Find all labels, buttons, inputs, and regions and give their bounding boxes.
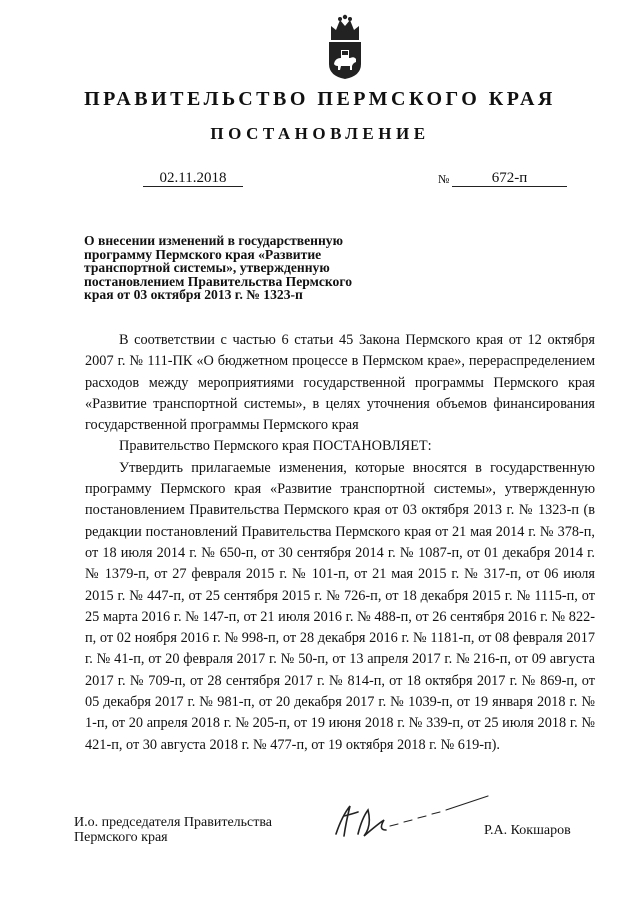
resolution-paragraph: Правительство Пермского края ПОСТАНОВЛЯЕТ: — [119, 438, 432, 455]
position-line: И.о. председателя Правительства — [74, 815, 273, 830]
government-title: ПРАВИТЕЛЬСТВО ПЕРМСКОГО КРАЯ — [84, 88, 556, 110]
decision-paragraph: Утвердить прилагаемые изменения, которые вносятся в государственную программу Пермского края «Развитие транспортной системы», утвержденную постановлением Правительства Пермского края от 03 октября 2013 г. № 1323-п (в редакции постановлений Правительства Пермского края от 21 мая 2014 г. № 378-п, от 18 июля 2014 г. № 650-п, от 30 сентября 2014 г. № 1087-п, от 01 декабря 2014 г. № 1379-п, от 27 февраля 2015 г. № 101-п, от 21 мая 2015 г. № 317-п, от 06 июля 2015 г. № 447-п, от 25 сентября 2015 г. № 726-п, от 18 декабря 2015 г. № 1115-п, от 25 марта 2016 г. № 147-п, от 21 июля 2016 г. № 488-п, от 26 сентября 2016 г. № 822-п, от 02 ноября 2016 г. № 998-п, от 28 декабря 2016 г. № 1181-п, от 08 февраля 2017 г. № 41-п, от 20 февраля 2017 г. № 50-п, от 13 апреля 2017 г. № 216-п, от 09 августа 2017 г. № 709-п, от 28 сентября 2017 г. № 814-п, от 18 октября 2017 г. № 869-п, от 05 декабря 2017 г. № 981-п, от 20 декабря 2017 г. № 1039-п, от 19 января 2018 г. № 1-п, от 20 апреля 2018 г. № 205-п, от 19 июня 2018 г. № 339-п, от 25 июля 2018 г. № 421-п, от 30 августа 2018 г. № 477-п, от 19 октября 2018 г. № 619-п). — [85, 459, 595, 753]
handwritten-signature-icon — [328, 786, 498, 842]
preamble-paragraph: В соответствии с частью 6 статьи 45 Закона Пермского края от 12 октября 2007 г. № 111-ПК «О бюджетном процессе в Пермском крае», перераспределением расходов между мероприятиями государственной программы Пермского края «Развитие транспортной системы», в целях уточнения объемов финансирования государственной программы Пермского края — [85, 332, 595, 434]
document-number: 672-п — [452, 170, 567, 187]
subject-line: транспортной системы», утвержденную — [84, 260, 330, 275]
position-line: Пермского края — [74, 830, 168, 845]
signatory-position — [74, 815, 272, 845]
document-date: 02.11.2018 — [143, 170, 243, 187]
signatory-name: Р.А. Кокшаров — [484, 823, 571, 838]
subject-line: О внесении изменений в государственную — [84, 233, 343, 248]
subject-line: постановлением Правительства Пермского — [84, 273, 352, 289]
document-subject — [84, 234, 394, 302]
perm-krai-coat-of-arms-icon — [325, 14, 365, 80]
number-sign: № — [438, 172, 450, 186]
subject-line: края от 03 октября 2013 г. № 1323-п — [84, 287, 303, 302]
subject-line: программу Пермского края «Развитие — [84, 246, 322, 262]
document-body — [85, 330, 595, 756]
document-type: ПОСТАНОВЛЕНИЕ — [210, 124, 430, 143]
